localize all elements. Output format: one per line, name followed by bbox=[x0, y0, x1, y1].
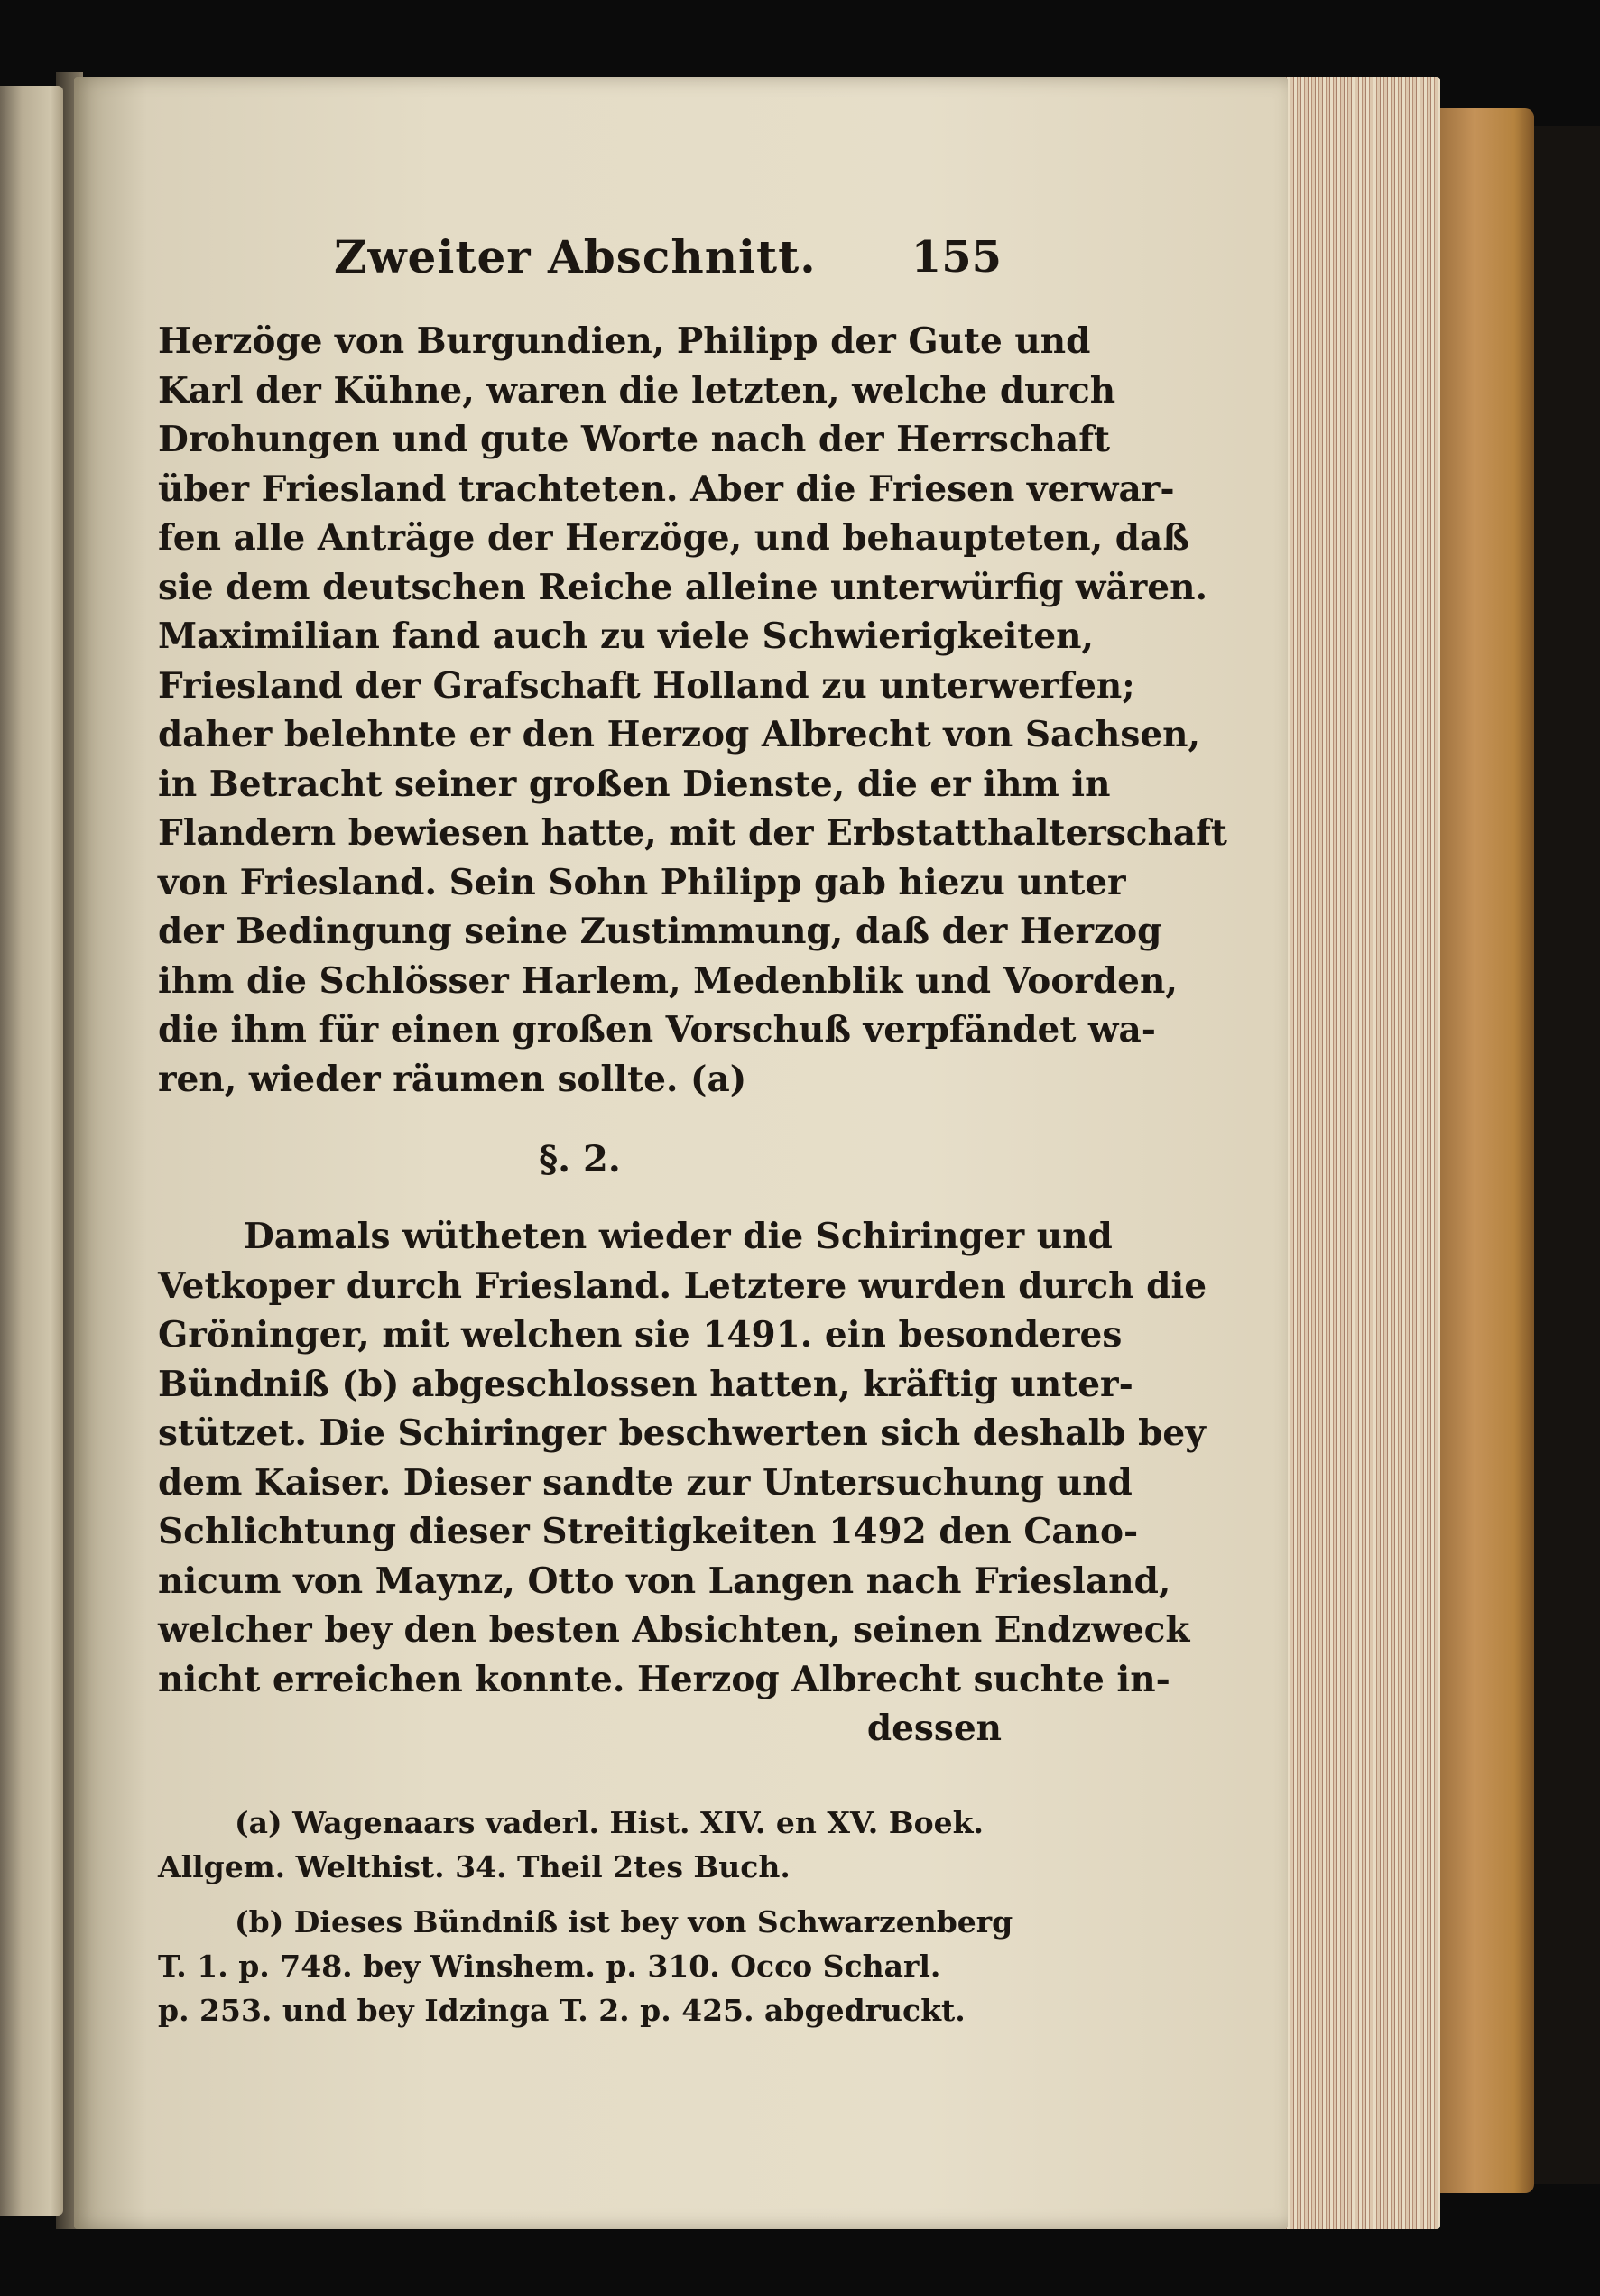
footnote-a-line: (a) Wagenaars vaderl. Hist. XIV. en XV. Boek. bbox=[235, 1804, 984, 1840]
text-line: Bündniß (b) abgeschlossen hatten, kräftig unter- bbox=[158, 1363, 1133, 1405]
text-line: Karl der Kühne, waren die letzten, welche durch bbox=[158, 369, 1116, 412]
text-line: Drohungen und gute Worte nach der Herrschaft bbox=[158, 419, 1111, 460]
left-page-edge bbox=[0, 86, 63, 2216]
text-line: Damals wütheten wieder die Schiringer und bbox=[244, 1216, 1113, 1257]
text-line: ihm die Schlösser Harlem, Medenblik und Voorden, bbox=[158, 959, 1178, 1002]
page-header bbox=[158, 230, 1002, 302]
text-line: der Bedingung seine Zustimmung, daß der Herzog bbox=[158, 911, 1162, 952]
text-line: Flandern bewiesen hatte, mit der Erbstatthalterschaft bbox=[158, 812, 1227, 854]
text-line: in Betracht seiner großen Dienste, die er ihm in bbox=[158, 763, 1111, 805]
text-line: nicum von Maynz, Otto von Langen nach Friesland, bbox=[158, 1560, 1171, 1602]
paragraph-1 bbox=[158, 317, 1227, 1104]
text-line: Maximilian fand auch zu viele Schwierigkeiten, bbox=[158, 616, 1095, 657]
text-line: über Friesland trachteten. Aber die Friesen verwar- bbox=[158, 468, 1175, 510]
text-line: welcher bey den besten Absichten, seinen Endzweck bbox=[158, 1609, 1190, 1651]
book-cover-board bbox=[1435, 108, 1534, 2193]
footnote-b-line: T. 1. p. 748. bey Winshem. p. 310. Occo Scharl. bbox=[158, 1948, 941, 1984]
text-line: die ihm für einen großen Vorschuß verpfändet wa- bbox=[158, 1009, 1156, 1051]
text-line: Gröninger, mit welchen sie 1491. ein besonderes bbox=[158, 1314, 1123, 1356]
text-line: stützet. Die Schiringer beschwerten sich deshalb bey bbox=[158, 1412, 1206, 1454]
catchword: dessen bbox=[866, 1708, 1002, 1749]
page-edges-stack bbox=[1280, 77, 1440, 2229]
section-heading: §. 2. bbox=[539, 1138, 621, 1180]
text-line: sie dem deutschen Reiche alleine unterwürfig wären. bbox=[158, 566, 1208, 608]
page-text-area bbox=[158, 230, 1227, 2032]
text-line: Herzöge von Burgundien, Philipp der Gute und bbox=[158, 320, 1091, 362]
text-line: Friesland der Grafschaft Holland zu unterwerfen; bbox=[158, 664, 1135, 707]
text-line: Vetkoper durch Friesland. Letztere wurden durch die bbox=[158, 1264, 1207, 1307]
text-line: von Friesland. Sein Sohn Philipp gab hiezu unter bbox=[158, 861, 1126, 903]
footnotes bbox=[158, 1801, 1013, 2032]
page-number: 155 bbox=[911, 232, 1002, 282]
text-line: ren, wieder räumen sollte. (a) bbox=[158, 1058, 747, 1100]
text-line: Schlichtung dieser Streitigkeiten 1492 den Cano- bbox=[158, 1511, 1139, 1552]
paragraph-2 bbox=[158, 1212, 1207, 1754]
text-line: fen alle Anträge der Herzöge, und behaupteten, daß bbox=[158, 517, 1189, 559]
text-line: dem Kaiser. Dieser sandte zur Untersuchung und bbox=[158, 1461, 1133, 1504]
background-shadow bbox=[1532, 126, 1600, 2184]
footnote-b-line: p. 253. und bey Idzinga T. 2. p. 425. abgedruckt. bbox=[158, 1992, 966, 2028]
footnote-b-line: (b) Dieses Bündniß ist bey von Schwarzenberg bbox=[235, 1903, 1013, 1940]
running-title: Zweiter Abschnitt. bbox=[334, 230, 817, 283]
footnote-a-line: Allgem. Welthist. 34. Theil 2tes Buch. bbox=[158, 1848, 791, 1884]
text-line: daher belehnte er den Herzog Albrecht von Sachsen, bbox=[158, 714, 1201, 755]
text-line: nicht erreichen konnte. Herzog Albrecht suchte in- bbox=[158, 1658, 1170, 1700]
